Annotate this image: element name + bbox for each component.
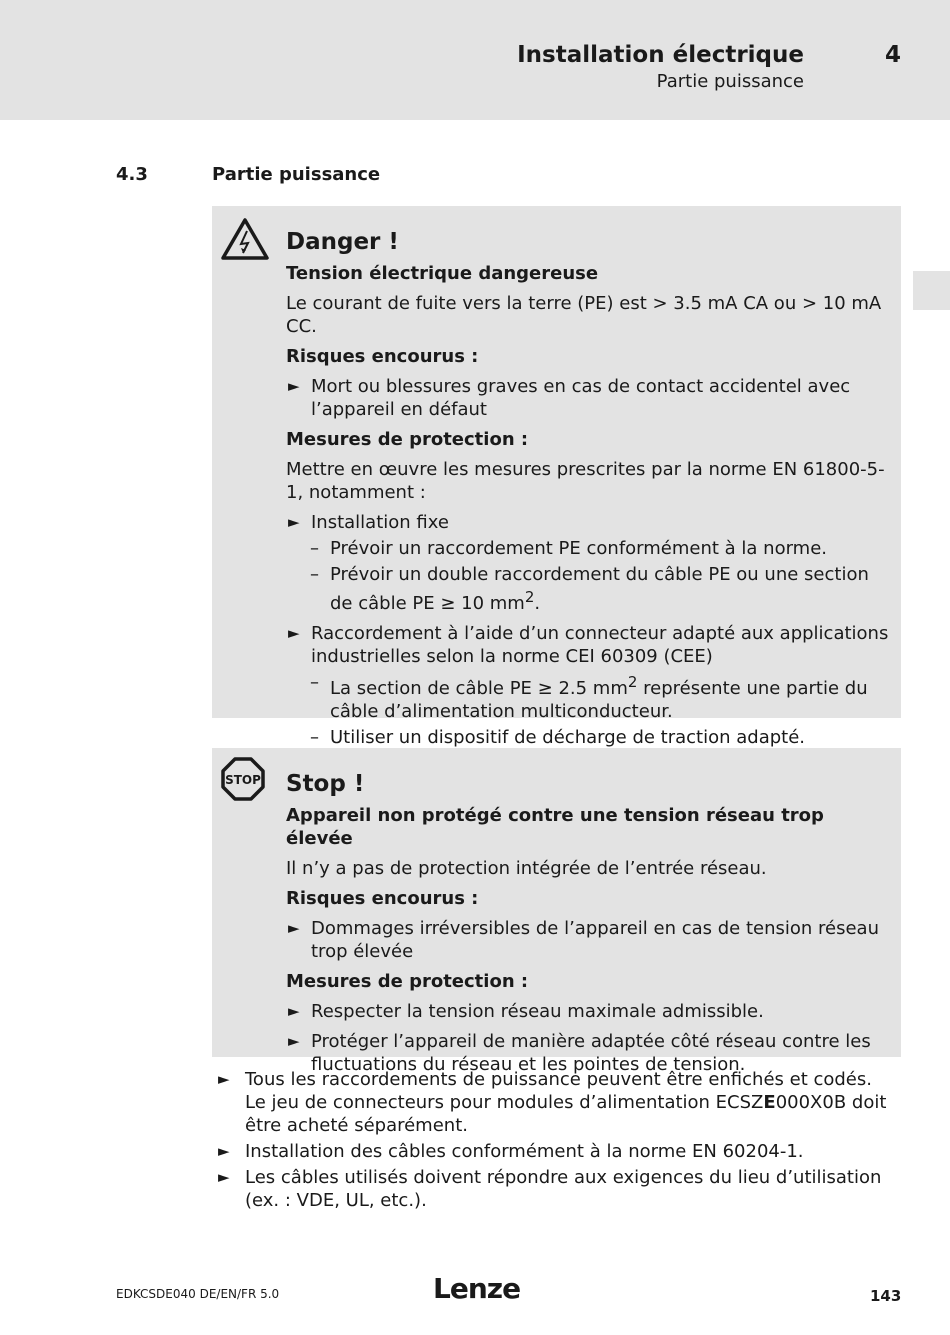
dash-marker: – — [310, 727, 319, 748]
chapter-side-tab — [913, 271, 950, 310]
stop-text: Il n’y a pas de protection intégrée de l’entrée réseau. — [286, 858, 767, 879]
main-item-1: Tous les raccordements de puissance peuvent être enfichés et codés. Le jeu de connecteurs pour modules d’alimentation ECSZE000X0B doit être acheté séparément. — [245, 1069, 887, 1136]
stop-measures-label: Mesures de protection : — [286, 971, 529, 992]
lenze-logo: Lenze — [433, 1272, 521, 1305]
main-bullet-list — [216, 1068, 896, 1215]
danger-item-2: Raccordement à l’aide d’un connecteur adapté aux applications industrielles selon la norme CEI 60309 (CEE) — [311, 623, 889, 667]
bullet-arrow-icon: ► — [218, 1070, 230, 1088]
main-item-3: Les câbles utilisés doivent répondre aux exigences du lieu d’utilisation (ex. : VDE, UL, etc.). — [245, 1167, 882, 1211]
list-item — [286, 511, 891, 534]
list-item — [216, 1140, 896, 1163]
bullet-arrow-icon: ► — [288, 624, 300, 642]
dash-marker: – — [310, 538, 319, 559]
danger-measures-text: Mettre en œuvre les mesures prescrites par la norme EN 61800-5-1, notamment : — [286, 459, 885, 503]
main-item-2: Installation des câbles conformément à la norme EN 60204-1. — [245, 1141, 804, 1162]
stop-measure-1: Respecter la tension réseau maximale admissible. — [311, 1001, 764, 1022]
list-item — [286, 917, 891, 963]
stop-risk-1: Dommages irréversibles de l’appareil en cas de tension réseau trop élevée — [311, 918, 879, 962]
list-item — [216, 1068, 896, 1137]
danger-measures-label: Mesures de protection : — [286, 429, 529, 450]
danger-title: Danger ! — [286, 229, 399, 255]
section-number: 4.3 — [116, 164, 148, 185]
danger-item-1-sub-1: Prévoir un raccordement PE conformément à la norme. — [330, 538, 828, 559]
stop-risks-label: Risques encourus : — [286, 888, 479, 909]
bullet-arrow-icon: ► — [218, 1142, 230, 1160]
dash-marker: – — [310, 564, 319, 585]
bullet-arrow-icon: ► — [218, 1168, 230, 1186]
stop-title: Stop ! — [286, 771, 365, 797]
bullet-arrow-icon: ► — [288, 377, 300, 395]
danger-text: Le courant de fuite vers la terre (PE) est > 3.5 mA CA ou > 10 mA CC. — [286, 293, 882, 337]
header-subtitle: Partie puissance — [656, 71, 804, 92]
bullet-arrow-icon: ► — [288, 919, 300, 937]
list-item — [216, 1166, 896, 1212]
stop-content — [286, 748, 891, 1083]
dash-marker: – — [310, 672, 319, 693]
chapter-number: 4 — [885, 42, 902, 68]
page-header — [0, 0, 950, 120]
footer-document-id: EDKCSDE040 DE/EN/FR 5.0 — [116, 1287, 280, 1301]
list-item — [286, 622, 891, 668]
stop-heading: Appareil non protégé contre une tension réseau trop élevée — [286, 805, 824, 849]
bullet-arrow-icon: ► — [288, 1032, 300, 1050]
sub-list-item — [286, 537, 891, 560]
danger-item-2-sub-2: Utiliser un dispositif de décharge de traction adapté. — [330, 727, 806, 748]
page-number: 143 — [870, 1287, 902, 1305]
stop-measure-2: Protéger l’appareil de manière adaptée côté réseau contre les fluctuations du réseau et les pointes de tension. — [311, 1031, 871, 1075]
danger-content — [286, 206, 891, 752]
list-item — [286, 375, 891, 421]
stop-sign-icon — [220, 756, 266, 806]
danger-item-1-sub-2: Prévoir un double raccordement du câble PE ou une section de câble PE ≥ 10 $mm^2$. — [330, 564, 869, 614]
bullet-arrow-icon: ► — [288, 1002, 300, 1020]
list-item — [286, 1000, 891, 1023]
danger-risks-label: Risques encourus : — [286, 346, 479, 367]
danger-risk-1: Mort ou blessures graves en cas de contact accidentel avec l’appareil en défaut — [311, 376, 851, 420]
header-title: Installation électrique — [517, 42, 804, 68]
svg-text:STOP: STOP — [225, 773, 261, 787]
danger-item-2-sub-1: La section de câble PE ≥ 2.5 $mm^2$ représente une partie du câble d’alimentation multiconducteur. — [330, 673, 868, 722]
bullet-arrow-icon: ► — [288, 513, 300, 531]
sub-list-item — [286, 726, 891, 749]
electric-hazard-icon — [220, 216, 270, 266]
danger-item-1: Installation fixe — [311, 512, 449, 533]
stop-box — [212, 748, 901, 1075]
section-title: Partie puissance — [212, 164, 381, 185]
danger-heading: Tension électrique dangereuse — [286, 263, 599, 284]
sub-list-item — [286, 563, 891, 615]
danger-box — [212, 206, 901, 748]
sub-list-item — [286, 671, 891, 723]
